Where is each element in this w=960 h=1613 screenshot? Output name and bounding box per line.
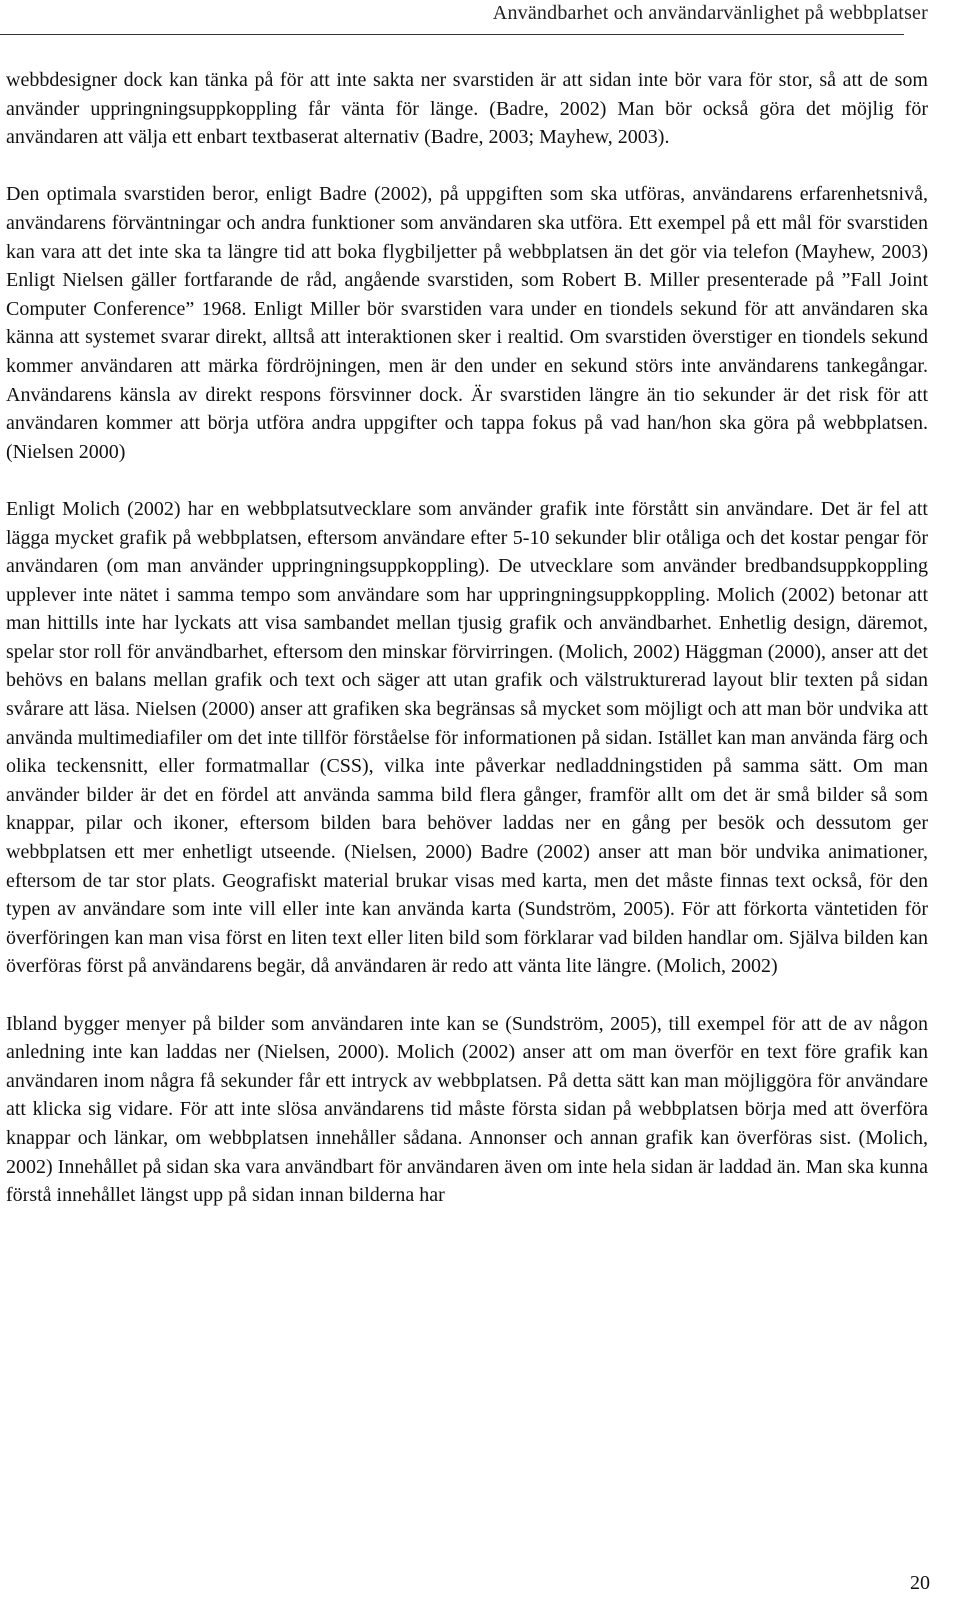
- page-header: [0, 0, 960, 38]
- page-number: 20: [910, 1572, 930, 1594]
- running-header-title: Användbarhet och användarvänlighet på webbplatser: [492, 2, 928, 24]
- paragraph-image-menus: Ibland bygger menyer på bilder som användaren inte kan se (Sundström, 2005), till exempel för att de av någon anledning inte kan laddas ner (Nielsen, 2000). Molich (2002) anser att om man överför en text före grafik kan användaren inom några få sekunder får ett intryck av webbplatsen. På detta sätt kan man möjliggöra för användare att klicka sig vidare. För att inte slösa användarens tid måste första sidan på webbplatsen börja med att överföra knappar och länkar, om webbplatsen innehåller sådana. Annonser och annan grafik kan överföras sist. (Molich, 2002) Innehållet på sidan ska vara användbart för användaren även om inte hela sidan är laddad än. Man ska kunna förstå innehållet längst upp på sidan innan bilderna har: [6, 1012, 928, 1207]
- paragraph-optimal-response-time: Den optimala svarstiden beror, enligt Badre (2002), på uppgiften som ska utföras, användarens erfarenhetsnivå, användarens förväntningar och andra funktioner som användaren ska utföra. Ett exempel på ett mål för svarstiden kan vara att det inte ska ta längre tid att boka flygbiljetter på webbplatsen än det gör via telefon (Mayhew, 2003) Enligt Nielsen gäller fortfarande de råd, angående svarstiden, som Robert B. Miller presenterade på ”Fall Joint Computer Conference” 1968. Enligt Miller bör svarstiden vara under en tiondels sekund för att användaren ska känna att systemet svarar direkt, alltså att interaktionen sker i realtid. Om svarstiden överstiger en tiondels sekund kommer användaren att märka fördröjningen, men är den under en sekund störs inte användarens tankegångar. Användarens känsla av direkt respons försvinner dock. Är svarstiden längre än tio sekunder är det risk för att användaren kommer att börja utföra andra uppgifter och tappa fokus på vad han/hon ska göra på webbplatsen. (Nielsen 2000): [6, 183, 928, 463]
- document-body: [6, 66, 928, 1210]
- paragraph-graphics-usage: Enligt Molich (2002) har en webbplatsutvecklare som använder grafik inte förstått sin användare. Det är fel att lägga mycket grafik på webbplatsen, eftersom användare efter 5-10 sekunder blir otåliga och det kostar pengar för användaren (om man använder uppringningsuppkoppling). De utvecklare som använder bredbandsuppkoppling upplever inte nätet i samma tempo som användare som har uppringningsuppkoppling. Molich (2002) betonar att man hittills inte har lyckats att visa sambandet mellan tjusig grafik och användbarhet. Enhetlig design, däremot, spelar stor roll för användbarhet, eftersom den minskar förvirringen. (Molich, 2002) Häggman (2000), anser att det behövs en balans mellan grafik och text och säger att utan grafik och välstrukturerad layout blir texten på sidan svårare att läsa. Nielsen (2000) anser att grafiken ska begränsas så mycket som möjligt och att man bör undvika att använda multimediafiler om det inte tillför förståelse för informationen på sidan. Istället kan man använda färg och olika teckensnitt, eller formatmallar (CSS), vilka inte påverkar nedladdningstiden på samma sätt. Om man använder bilder är det en fördel att använda samma bild flera gånger, framför allt om det är små bilder så som knappar, pilar och ikoner, eftersom bilden bara behöver laddas ner en gång per besök och dessutom ger webbplatsen ett mer enhetligt utseende. (Nielsen, 2000) Badre (2002) anser att man bör undvika animationer, eftersom de tar stor plats. Geografiskt material brukar visas med karta, men det måste finnas text också, för den typen av användare som inte vill eller inte kan använda karta (Sundström, 2005). För att förkorta väntetiden för överföringen kan man visa först en liten text eller liten bild som förklarar vad bilden handlar om. Själva bilden kan överföras först på användarens begär, då användaren är redo att vänta lite längre. (Molich, 2002): [6, 497, 928, 978]
- paragraph-response-time-intro: webbdesigner dock kan tänka på för att inte sakta ner svarstiden är att sidan inte bör vara för stor, så att de som använder uppringningsuppkoppling får vänta för länge. (Badre, 2002) Man bör också göra det möjlig för användaren att välja ett enbart textbaserat alternativ (Badre, 2003; Mayhew, 2003).: [6, 69, 928, 149]
- header-divider: [0, 34, 904, 35]
